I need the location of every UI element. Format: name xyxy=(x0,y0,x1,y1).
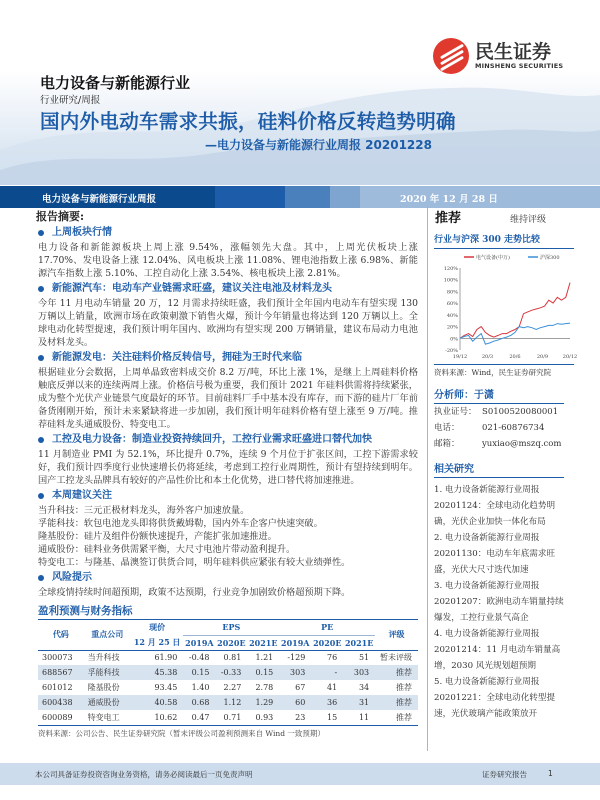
table-cell: 11 xyxy=(358,713,370,722)
table-row xyxy=(38,665,418,680)
col-eps: EPS xyxy=(183,620,279,635)
focus-item: 孚能科技：软包电池龙头即将供货戴姆勒，国内外车企客户快速突破。 xyxy=(38,518,323,529)
section-text: 11 月制造业 PMI 为 52.1%，环比提升 0.7%，连续 9 个月位于扩张区间，工控下游需求较好，我们预计四季度行业快速增长仍将延续，考虑到工控行业周期性，预计有望持续到明年。国产工控龙头品牌具有较好的产品性价比和本土化优势，进口替代将加速推进。 xyxy=(38,449,418,486)
table-cell: 23 xyxy=(295,713,306,722)
info-label: 执业证号： xyxy=(434,407,477,417)
col-price: 现价 xyxy=(149,622,166,632)
table-cell: 303 xyxy=(343,665,375,680)
rating: 推荐 xyxy=(435,211,462,226)
table-cell: 0.15 xyxy=(183,665,215,680)
band-title: 电力设备与新能源行业周报 xyxy=(42,194,157,205)
risk-text: 全球疫情持续时间超预期，政策不达预期，行业竞争加剧致价格超预期下降。 xyxy=(38,587,351,598)
table-row xyxy=(38,710,418,725)
col-year: 2019A xyxy=(281,637,310,648)
x-tick-label: 20/3 xyxy=(481,354,494,360)
table-cell: 0.93 xyxy=(255,713,274,722)
table-cell: 0.71 xyxy=(223,713,242,722)
y-tick-label: 100% xyxy=(443,277,458,284)
col-pe: PE xyxy=(279,620,375,635)
series-line-1 xyxy=(460,323,570,344)
y-tick-label: 60% xyxy=(446,301,458,308)
logo-icon xyxy=(433,38,469,74)
table-cell: 60 xyxy=(279,695,311,710)
x-tick-label: 20/6 xyxy=(509,354,521,360)
table-cell: 93.45 xyxy=(154,683,178,692)
table-cell: 特变电工 xyxy=(87,713,120,722)
focus-list xyxy=(38,504,418,569)
col-rating: 评级 xyxy=(388,629,405,640)
summary-body xyxy=(38,227,418,599)
y-tick-label: 120% xyxy=(443,266,458,272)
left-column xyxy=(38,210,418,739)
logo-text: 民生证券 xyxy=(475,41,552,63)
table-cell: 34 xyxy=(358,683,370,692)
table-title: 盈利预测与财务指标 xyxy=(38,603,418,620)
x-tick-label: 20/12 xyxy=(562,354,578,360)
legend-label: 电气设备(中万) xyxy=(476,255,510,261)
table-cell: 15 xyxy=(327,713,338,722)
info-label: 邮箱： xyxy=(434,439,460,449)
y-tick-label: 20% xyxy=(446,324,458,331)
report-subtitle: —电力设备与新能源行业周报 20201228 xyxy=(205,138,432,152)
table-cell: 300073 xyxy=(42,653,73,663)
table-cell: 600089 xyxy=(42,713,73,722)
table-cell: 41 xyxy=(327,683,338,692)
table-cell: -0.48 xyxy=(188,653,210,663)
col-price-date: 12 月 25 日 xyxy=(133,636,181,647)
related-research xyxy=(434,460,564,722)
table-cell: 推荐 xyxy=(396,713,412,722)
y-tick-label: 40% xyxy=(446,312,458,319)
table-cell: -129 xyxy=(287,653,306,663)
table-cell: 45.38 xyxy=(131,665,183,680)
table-cell: 31 xyxy=(343,695,375,710)
table-cell: 10.62 xyxy=(154,713,178,722)
email-link[interactable]: yuxiao@mszq.com xyxy=(482,439,562,449)
table-cell: 600438 xyxy=(38,695,84,710)
table-cell: 303 xyxy=(279,665,311,680)
table-cell: 36 xyxy=(311,695,343,710)
table-cell: 67 xyxy=(295,683,306,692)
related-item[interactable]: 5. 电力设备新能源行业周报 20201221：全球电动化转型提速，光伏玻璃产能政策放开 xyxy=(434,677,556,719)
col-year: 2021E xyxy=(344,637,374,648)
section-text: 电力设备和新能源板块上周上涨 9.54%，涨幅领先大盘。其中，上周光伏板块上涨 17.70%、发电设备上涨 12.04%、风电板块上涨 11.08%、锂电池指数上涨 6.98%、新能源汽车指数上涨 5.10%、工控自动化上涨 3.54%、核电板块上涨 2.81%。 xyxy=(38,242,418,279)
related-title: 相关研究 xyxy=(434,460,564,478)
table-cell: 0.68 xyxy=(183,695,215,710)
col-year: 2019A xyxy=(185,637,214,648)
focus-item: 通威股份：硅料业务供需紧平衡，大尺寸电池片带动盈利提升。 xyxy=(38,544,296,555)
focus-title: 本周建议关注 xyxy=(38,490,418,502)
table-source: 资料来源：公司公告、民生证券研究院（暂未评级公司盈利预测来自 Wind 一致预期） xyxy=(38,725,418,739)
rating-note: 维持评级 xyxy=(510,215,547,225)
report-title: 国内外电动车需求共振，硅料价格反转趋势明确 xyxy=(40,110,456,133)
section-text: 根据硅业分会数据，上周单晶致密料成交价 8.2 万/吨，环比上涨 1%，是继上上周硅料价格触底反弹以来的连续两周上涨。价格信号极为重要，我们预计 2021 年硅料供需将持续紧张，成为整个光伏产业链景气度最好的环节。目前硅料厂手中基本没有库存，而下游的硅片厂年前备货刚刚开始，预计未来紧缺将进一步加剧，我们预计明年硅料价格有望上涨至 9 万/吨。推荐硅料龙头通威股份、特变电工。 xyxy=(38,367,418,430)
table-cell: 0.47 xyxy=(191,713,210,722)
table-cell: 1.29 xyxy=(247,695,279,710)
report-type: 行业研究/周报 xyxy=(40,95,101,106)
forecast-table xyxy=(38,620,418,725)
logo-subtext: MINSHENG SECURITIES xyxy=(475,62,564,70)
section-title: 新能源汽车：电动车产业链需求旺盛，建议关注电池及材料龙头 xyxy=(38,283,418,295)
info-label: 电话： xyxy=(434,423,460,433)
table-cell: 当升科技 xyxy=(87,653,120,663)
related-item[interactable]: 3. 电力设备新能源行业周报 20201207：欧洲电动车销量持续爆发，工控行业景气高企 xyxy=(434,581,564,623)
risk-title: 风险提示 xyxy=(38,572,418,584)
table-cell: 推荐 xyxy=(396,683,412,692)
table-cell: 2.27 xyxy=(223,683,242,692)
footer-label: 证券研究报告 xyxy=(482,770,527,779)
col-year: 2021E xyxy=(249,637,278,648)
focus-item: 隆基股份：硅片及组件份额快速提升，产能扩张加速推进。 xyxy=(38,531,277,542)
chart-title: 行业与沪深 300 走势比较 xyxy=(434,234,574,249)
table-row xyxy=(38,695,418,710)
table-cell: 2.78 xyxy=(255,683,274,692)
table-cell: 76 xyxy=(327,653,338,663)
table-cell: 孚能科技 xyxy=(84,665,131,680)
series-line-0 xyxy=(460,283,570,339)
y-tick-label: -20% xyxy=(445,348,458,354)
legend-label: 沪深300 xyxy=(540,255,560,261)
related-item[interactable]: 2. 电力设备新能源行业周报 20201130：电动车年底需求旺盛，光伏大尺寸迭代加速 xyxy=(434,533,556,575)
table-cell: 推荐 xyxy=(375,665,418,680)
col-company: 重点公司 xyxy=(91,629,124,640)
table-cell: - xyxy=(311,665,343,680)
section-title: 工控及电力设备：制造业投资持续回升，工控行业需求旺盛进口替代加快 xyxy=(38,434,418,446)
table-cell: 40.58 xyxy=(131,695,183,710)
table-cell: 1.12 xyxy=(215,695,247,710)
related-item[interactable]: 4. 电力设备新能源行业周报 20201214：11 月电动车销量高增，2030 风光规划超预期 xyxy=(434,629,561,671)
summary-heading: 报告摘要: xyxy=(36,210,85,223)
x-tick-label: 19/12 xyxy=(452,354,468,360)
table-cell: 通威股份 xyxy=(84,695,131,710)
table-cell: 0.15 xyxy=(247,665,279,680)
analyst-section xyxy=(434,386,564,452)
table-cell: 推荐 xyxy=(375,695,418,710)
table-cell: 51 xyxy=(358,653,370,663)
report-date: 2020 年 12 月 28 日 xyxy=(400,194,498,205)
table-cell: 61.90 xyxy=(154,653,178,663)
section-title: 上周板块行情 xyxy=(38,227,418,239)
analyst-license xyxy=(434,404,564,420)
info-value: S0100520080001 xyxy=(482,407,559,417)
disclaimer: 本公司具备证券投资咨询业务资格，请务必阅读最后一页免责声明 xyxy=(35,770,253,779)
col-code: 代码 xyxy=(52,629,69,640)
info-value: 021-60876734 xyxy=(482,423,545,433)
focus-item: 特变电工：与隆基、晶澳签订供货合同，明年硅料供应紧张有较大业绩弹性。 xyxy=(38,557,351,568)
analyst-email[interactable] xyxy=(434,436,564,452)
footer xyxy=(0,763,600,785)
y-tick-label: 80% xyxy=(446,289,458,296)
table-cell: 688567 xyxy=(38,665,84,680)
col-year: 2020E xyxy=(217,637,246,648)
table-cell: 1.21 xyxy=(255,653,274,663)
industry-name: 电力设备与新能源行业 xyxy=(40,74,191,92)
col-year: 2020E xyxy=(313,637,342,648)
table-cell: 暂未评级 xyxy=(380,653,412,663)
y-tick-label: 0% xyxy=(450,336,458,343)
forecast-table-section xyxy=(38,603,418,739)
table-cell: 601012 xyxy=(42,683,73,692)
x-tick-label: 20/9 xyxy=(536,354,549,360)
trend-chart xyxy=(434,252,578,362)
company-logo xyxy=(433,38,563,74)
table-cell: 隆基股份 xyxy=(87,683,120,692)
column-divider xyxy=(427,206,428,751)
table-row xyxy=(38,650,418,665)
table-cell: 1.40 xyxy=(191,683,210,692)
analyst-title: 分析师：于潇 xyxy=(434,386,564,404)
table-row xyxy=(38,680,418,695)
related-item[interactable]: 1. 电力设备新能源行业周报 20201124：全球电动化趋势明确，光伏企业加快一体化布局 xyxy=(434,485,556,527)
section-title: 新能源发电：关注硅料价格反转信号，拥硅为王时代来临 xyxy=(38,352,418,364)
section-text: 今年 11 月电动车销量 20 万，12 月需求持续旺盛，我们预计全年国内电动车有望实现 130 万辆以上销量，欧洲市场在政策刺激下销售火爆，预计今年销量也将达到 120 万辆以上。全球电动化转型提速，我们预计明年国内、欧洲均有望实现 200 万辆销量，建议布局动力电池及材料龙头。 xyxy=(38,298,418,348)
page-number: 1 xyxy=(548,769,553,778)
table-cell: 0.81 xyxy=(223,653,242,663)
table-cell: -0.33 xyxy=(215,665,247,680)
focus-item: 当升科技：三元正极材料龙头，海外客户加速放量。 xyxy=(38,505,250,516)
analyst-phone xyxy=(434,420,564,436)
chart-source: 资料来源：Wind，民生证券研究院 xyxy=(434,364,574,378)
